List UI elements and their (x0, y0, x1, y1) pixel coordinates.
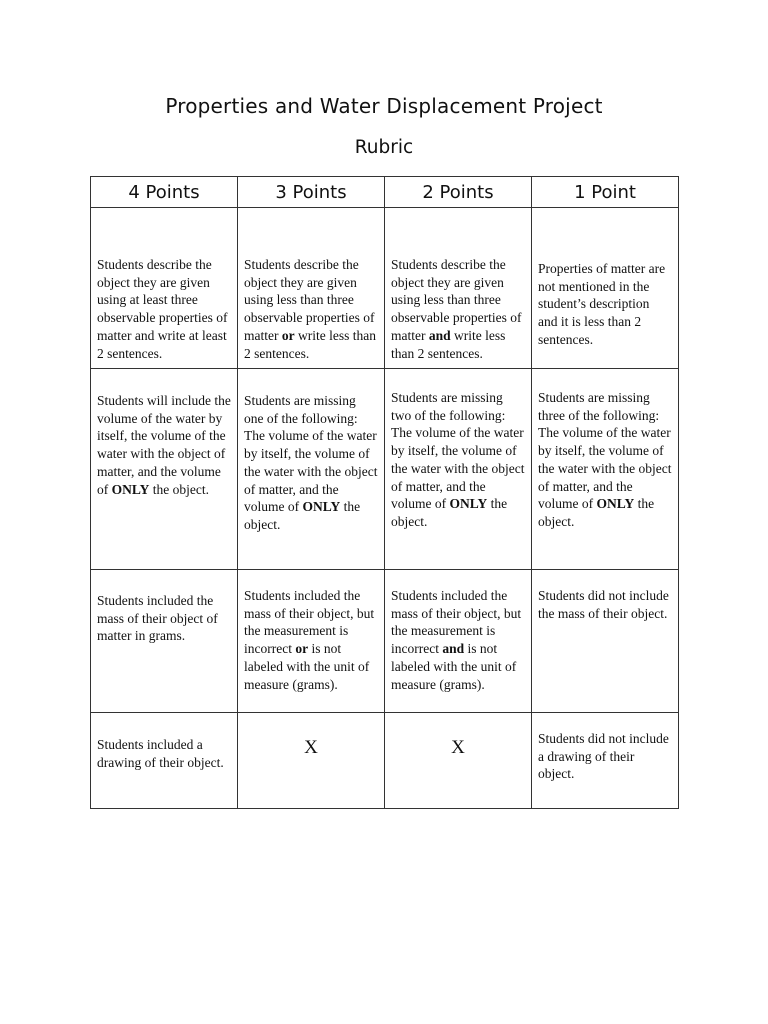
cell-text: the object. (149, 481, 209, 497)
cell-text: Students describe the object they are given using at least three observable properties of matter and write at least 2 sentences. (97, 257, 228, 361)
cell-text: Students included the mass of their object, but the measurement is incorrect (244, 588, 375, 657)
rubric-cell (238, 570, 385, 713)
cell-text: is not labeled with the unit of measure (grams). (244, 641, 370, 692)
cell-text: Students will include the volume of the water by itself, the volume of the water with the object of matter, and the volume of (97, 393, 231, 497)
cell-text: Properties of matter are not mentioned in the student’s description and it is less than 2 sentences. (538, 261, 666, 347)
rubric-cell (91, 208, 238, 369)
header-3-points: 3 Points (238, 177, 385, 208)
cell-text: Students included the mass of their object of matter in grams. (97, 593, 218, 644)
rubric-cell (238, 713, 385, 809)
cell-text: write less than 2 sentences. (244, 327, 376, 361)
rubric-cell (385, 369, 532, 570)
x-mark: X (451, 737, 465, 758)
rubric-row-description (91, 208, 679, 369)
header-row (91, 177, 679, 208)
rubric-cell (532, 369, 679, 570)
cell-text: Students included the mass of their object, but the measurement is incorrect (391, 588, 522, 657)
cell-text: the object. (538, 496, 655, 529)
cell-text: Students did not include a drawing of their object. (538, 731, 669, 782)
rubric-cell (385, 713, 532, 809)
header-2-points: 2 Points (385, 177, 532, 208)
rubric-cell (532, 713, 679, 809)
rubric-cell (238, 369, 385, 570)
header-4-points: 4 Points (91, 177, 238, 208)
rubric-row-volume (91, 369, 679, 570)
cell-text: write less than 2 sentences. (391, 327, 506, 361)
emphasis-text: ONLY (596, 496, 635, 512)
cell-text: the object. (391, 496, 508, 529)
rubric-row-mass (91, 570, 679, 713)
rubric-cell (385, 570, 532, 713)
cell-text: Students did not include the mass of their object. (538, 588, 669, 621)
cell-text: is not labeled with the unit of measure (grams). (391, 641, 517, 692)
emphasis-text: ONLY (302, 499, 341, 515)
emphasis-text: and (428, 327, 451, 343)
rubric-cell (91, 369, 238, 570)
cell-text: Students describe the object they are given using less than three observable properties of matter (391, 257, 522, 343)
rubric-cell (385, 208, 532, 369)
document-title: Properties and Water Displacement Project (165, 94, 603, 118)
cell-text: Students are missing three of the following: The volume of the water by itself, the volume of the water with the object of matter, and the volume of (538, 390, 672, 512)
x-mark: X (304, 737, 318, 758)
document-subtitle: Rubric (354, 137, 414, 158)
cell-text: Students are missing two of the following: The volume of the water by itself, the volume of the water with the object of matter, and the volume of (391, 390, 525, 512)
rubric-cell (532, 570, 679, 713)
rubric-cell (238, 208, 385, 369)
cell-text: Students are missing one of the following: The volume of the water by itself, the volume of the water with the object of matter, and the volume of (244, 393, 378, 515)
emphasis-text: and (442, 641, 465, 657)
rubric-cell (532, 208, 679, 369)
emphasis-text: ONLY (449, 496, 488, 512)
rubric-cell (91, 570, 238, 713)
rubric-table (90, 176, 679, 809)
rubric-cell (91, 713, 238, 809)
header-1-point: 1 Point (532, 177, 679, 208)
emphasis-text: or (281, 327, 295, 343)
rubric-row-drawing (91, 713, 679, 809)
emphasis-text: ONLY (111, 481, 150, 497)
cell-text: the object. (244, 499, 361, 532)
cell-text: Students describe the object they are given using less than three observable properties of matter (244, 257, 375, 343)
cell-text: Students included a drawing of their object. (97, 737, 224, 770)
emphasis-text: or (295, 641, 309, 657)
